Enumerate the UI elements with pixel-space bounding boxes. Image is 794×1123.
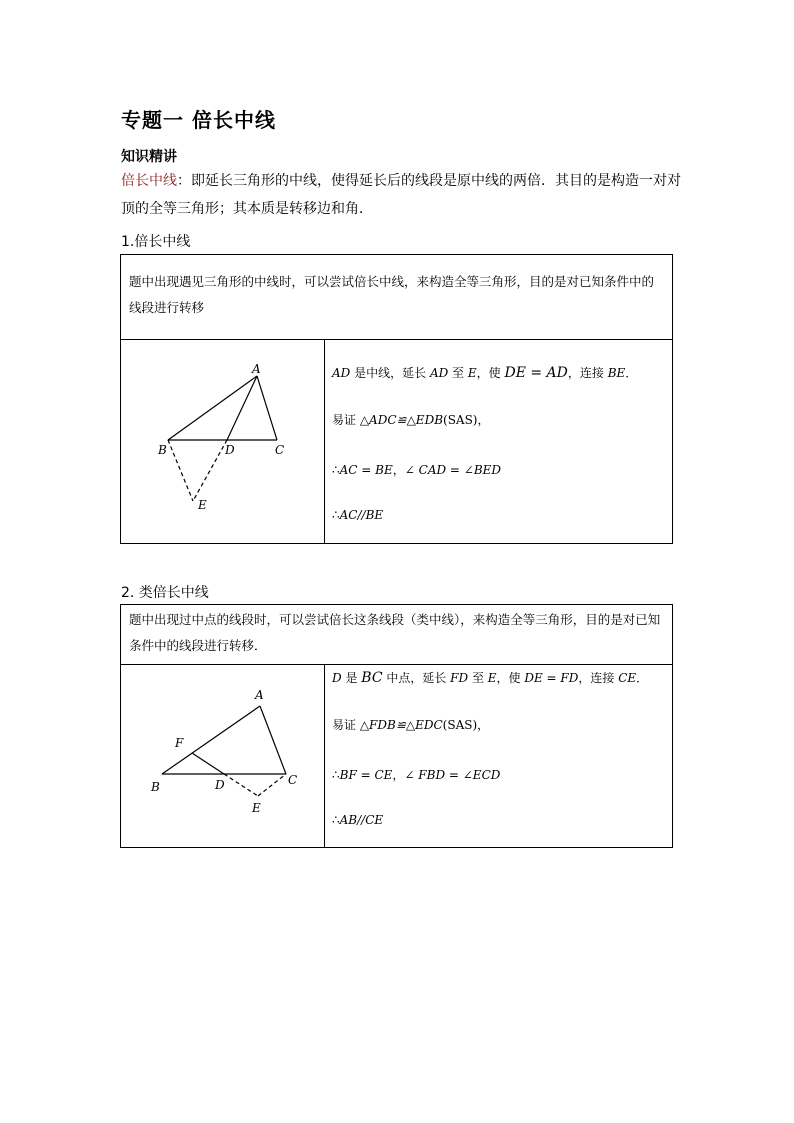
section1-figure [121, 340, 324, 543]
segment-ad [227, 376, 257, 440]
section1-line-2: 易证 △ADC≌△EDB(SAS)， [332, 413, 490, 427]
page-title: 专题一 倍长中线 [121, 108, 276, 132]
label-a: A [252, 362, 261, 376]
section1-line-3: ∴AC = BE，∠ CAD = ∠BED [332, 463, 502, 477]
label-d: D [225, 443, 235, 457]
section1-table [120, 254, 673, 544]
segment-ab [168, 376, 257, 440]
label-a: A [255, 688, 264, 702]
definition-paragraph [121, 167, 681, 223]
segment-de [193, 440, 227, 501]
section2-line-2: 易证 △FDB≌△EDC(SAS)， [332, 718, 490, 732]
segment-de [224, 774, 258, 796]
section1-heading: 1.倍长中线 [121, 234, 191, 250]
label-e: E [198, 498, 207, 512]
section2-line-1: D 是 BC 中点，延长 FD 至 E，使 DE = FD，连接 CE． [332, 670, 649, 686]
segment-ac [260, 706, 286, 774]
section2-figure [121, 665, 324, 847]
label-c: C [288, 773, 298, 787]
section1-figure-cell [121, 340, 325, 544]
section2-intro: 题中出现过中点的线段时，可以尝试倍长这条线段（类中线），来构造全等三角形，目的是对已知条件中的线段进行转移． [121, 605, 673, 665]
segment-fd [192, 753, 224, 774]
section2-heading: 2. 类倍长中线 [121, 585, 209, 601]
section1-line-1: AD 是中线，延长 AD 至 E，使 DE = AD，连接 BE． [332, 365, 638, 381]
section1-intro: 题中出现遇见三角形的中线时，可以尝试倍长中线，来构造全等三角形，目的是对已知条件中的线段进行转移 [121, 255, 673, 340]
definition-body: ：即延长三角形的中线，使得延长后的线段是原中线的两倍．其目的是构造一对对顶的全等三角形；其本质是转移边和角． [121, 173, 681, 217]
section2-proof-cell [325, 665, 673, 848]
section2-table [120, 604, 673, 848]
knowledge-heading: 知识精讲 [121, 149, 177, 165]
section2-line-4: ∴AB//CE [332, 813, 384, 827]
label-d: D [215, 778, 225, 792]
section2-line-3: ∴BF = CE，∠ FBD = ∠ECD [332, 768, 501, 782]
label-f: F [175, 736, 184, 750]
section1-proof-cell [325, 340, 673, 544]
definition-term: 倍长中线 [121, 173, 177, 189]
segment-ac [257, 376, 277, 440]
label-b: B [151, 780, 160, 794]
segment-ce [258, 774, 286, 796]
label-c: C [275, 443, 285, 457]
label-e: E [252, 801, 261, 815]
segment-be [168, 440, 193, 501]
label-b: B [158, 443, 167, 457]
section1-line-4: ∴AC//BE [332, 508, 384, 522]
section2-figure-cell [121, 665, 325, 848]
